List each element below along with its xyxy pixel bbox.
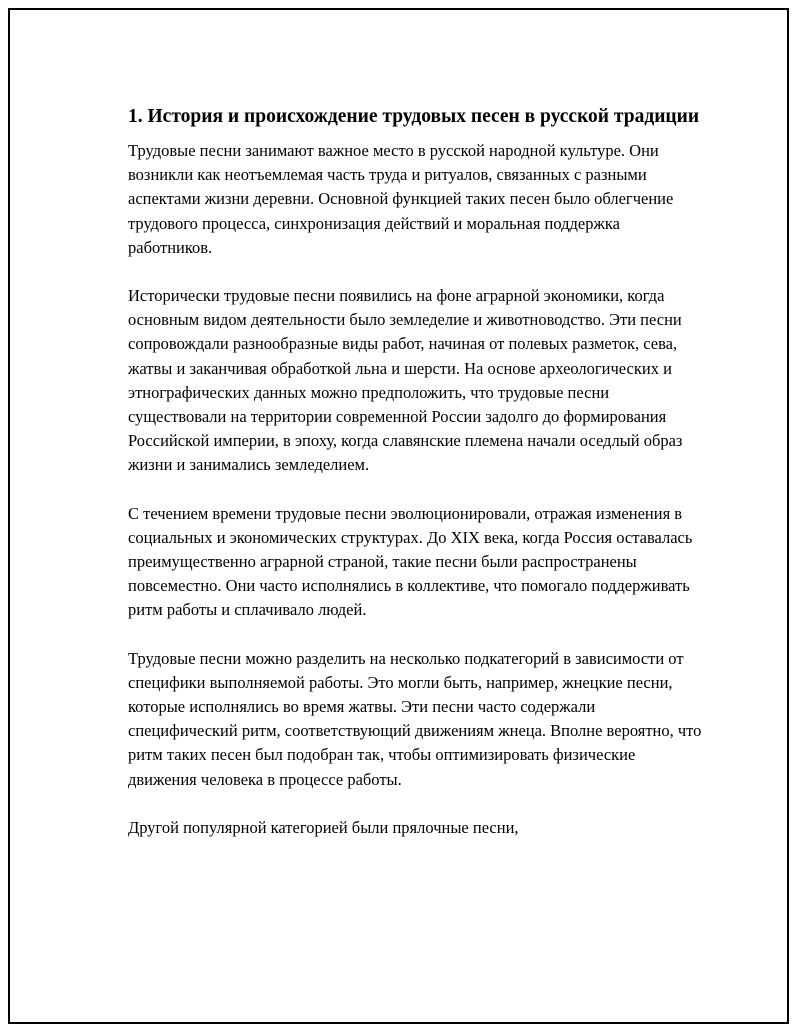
paragraph-1: Трудовые песни занимают важное место в русской народной культуре. Они возникли как неотъемлемая часть труда и ритуалов, связанных с разными аспектами жизни деревни. Основной функцией таких песен было облегчение трудового процесса, синхронизация действий и моральная поддержка работников. bbox=[128, 141, 674, 257]
page-frame bbox=[8, 8, 789, 1024]
paragraph-3: С течением времени трудовые песни эволюционировали, отражая изменения в социальных и экономических структурах. До XIX века, когда Россия оставалась преимущественно аграрной страной, такие песни были распространены повсеместно. Они часто исполнялись в коллективе, что помогало поддерживать ритм работы и сплачивало людей. bbox=[128, 503, 693, 620]
paragraph-5: Другой популярной категорией были прялочные песни, bbox=[128, 817, 519, 837]
document-body bbox=[128, 103, 708, 864]
paragraph-2: Исторически трудовые песни появились на фоне аграрной экономики, когда основным видом деятельности было земледелие и животноводство. Эти песни сопровождали разнообразные виды работ, начиная от полевых разметок, сева, жатвы и заканчивая обработкой льна и шерсти. На основе археологических и этнографических данных можно предположить, что трудовые песни существовали на территории современной России задолго до формирования Российской империи, в эпоху, когда славянские племена начали оседлый образ жизни и занимались земледелием. bbox=[128, 286, 683, 475]
paragraph-4: Трудовые песни можно разделить на несколько подкатегорий в зависимости от специфики выполняемой работы. Это могли быть, например, жнецкие песни, которые исполнялись во время жатвы. Эти песни часто содержали специфический ритм, соответствующий движениям жнеца. Вполне вероятно, что ритм таких песен был подобран так, чтобы оптимизировать физические движения человека в процессе работы. bbox=[128, 648, 702, 789]
section-heading: 1. История и происхождение трудовых песен в русской традиции bbox=[128, 106, 700, 127]
